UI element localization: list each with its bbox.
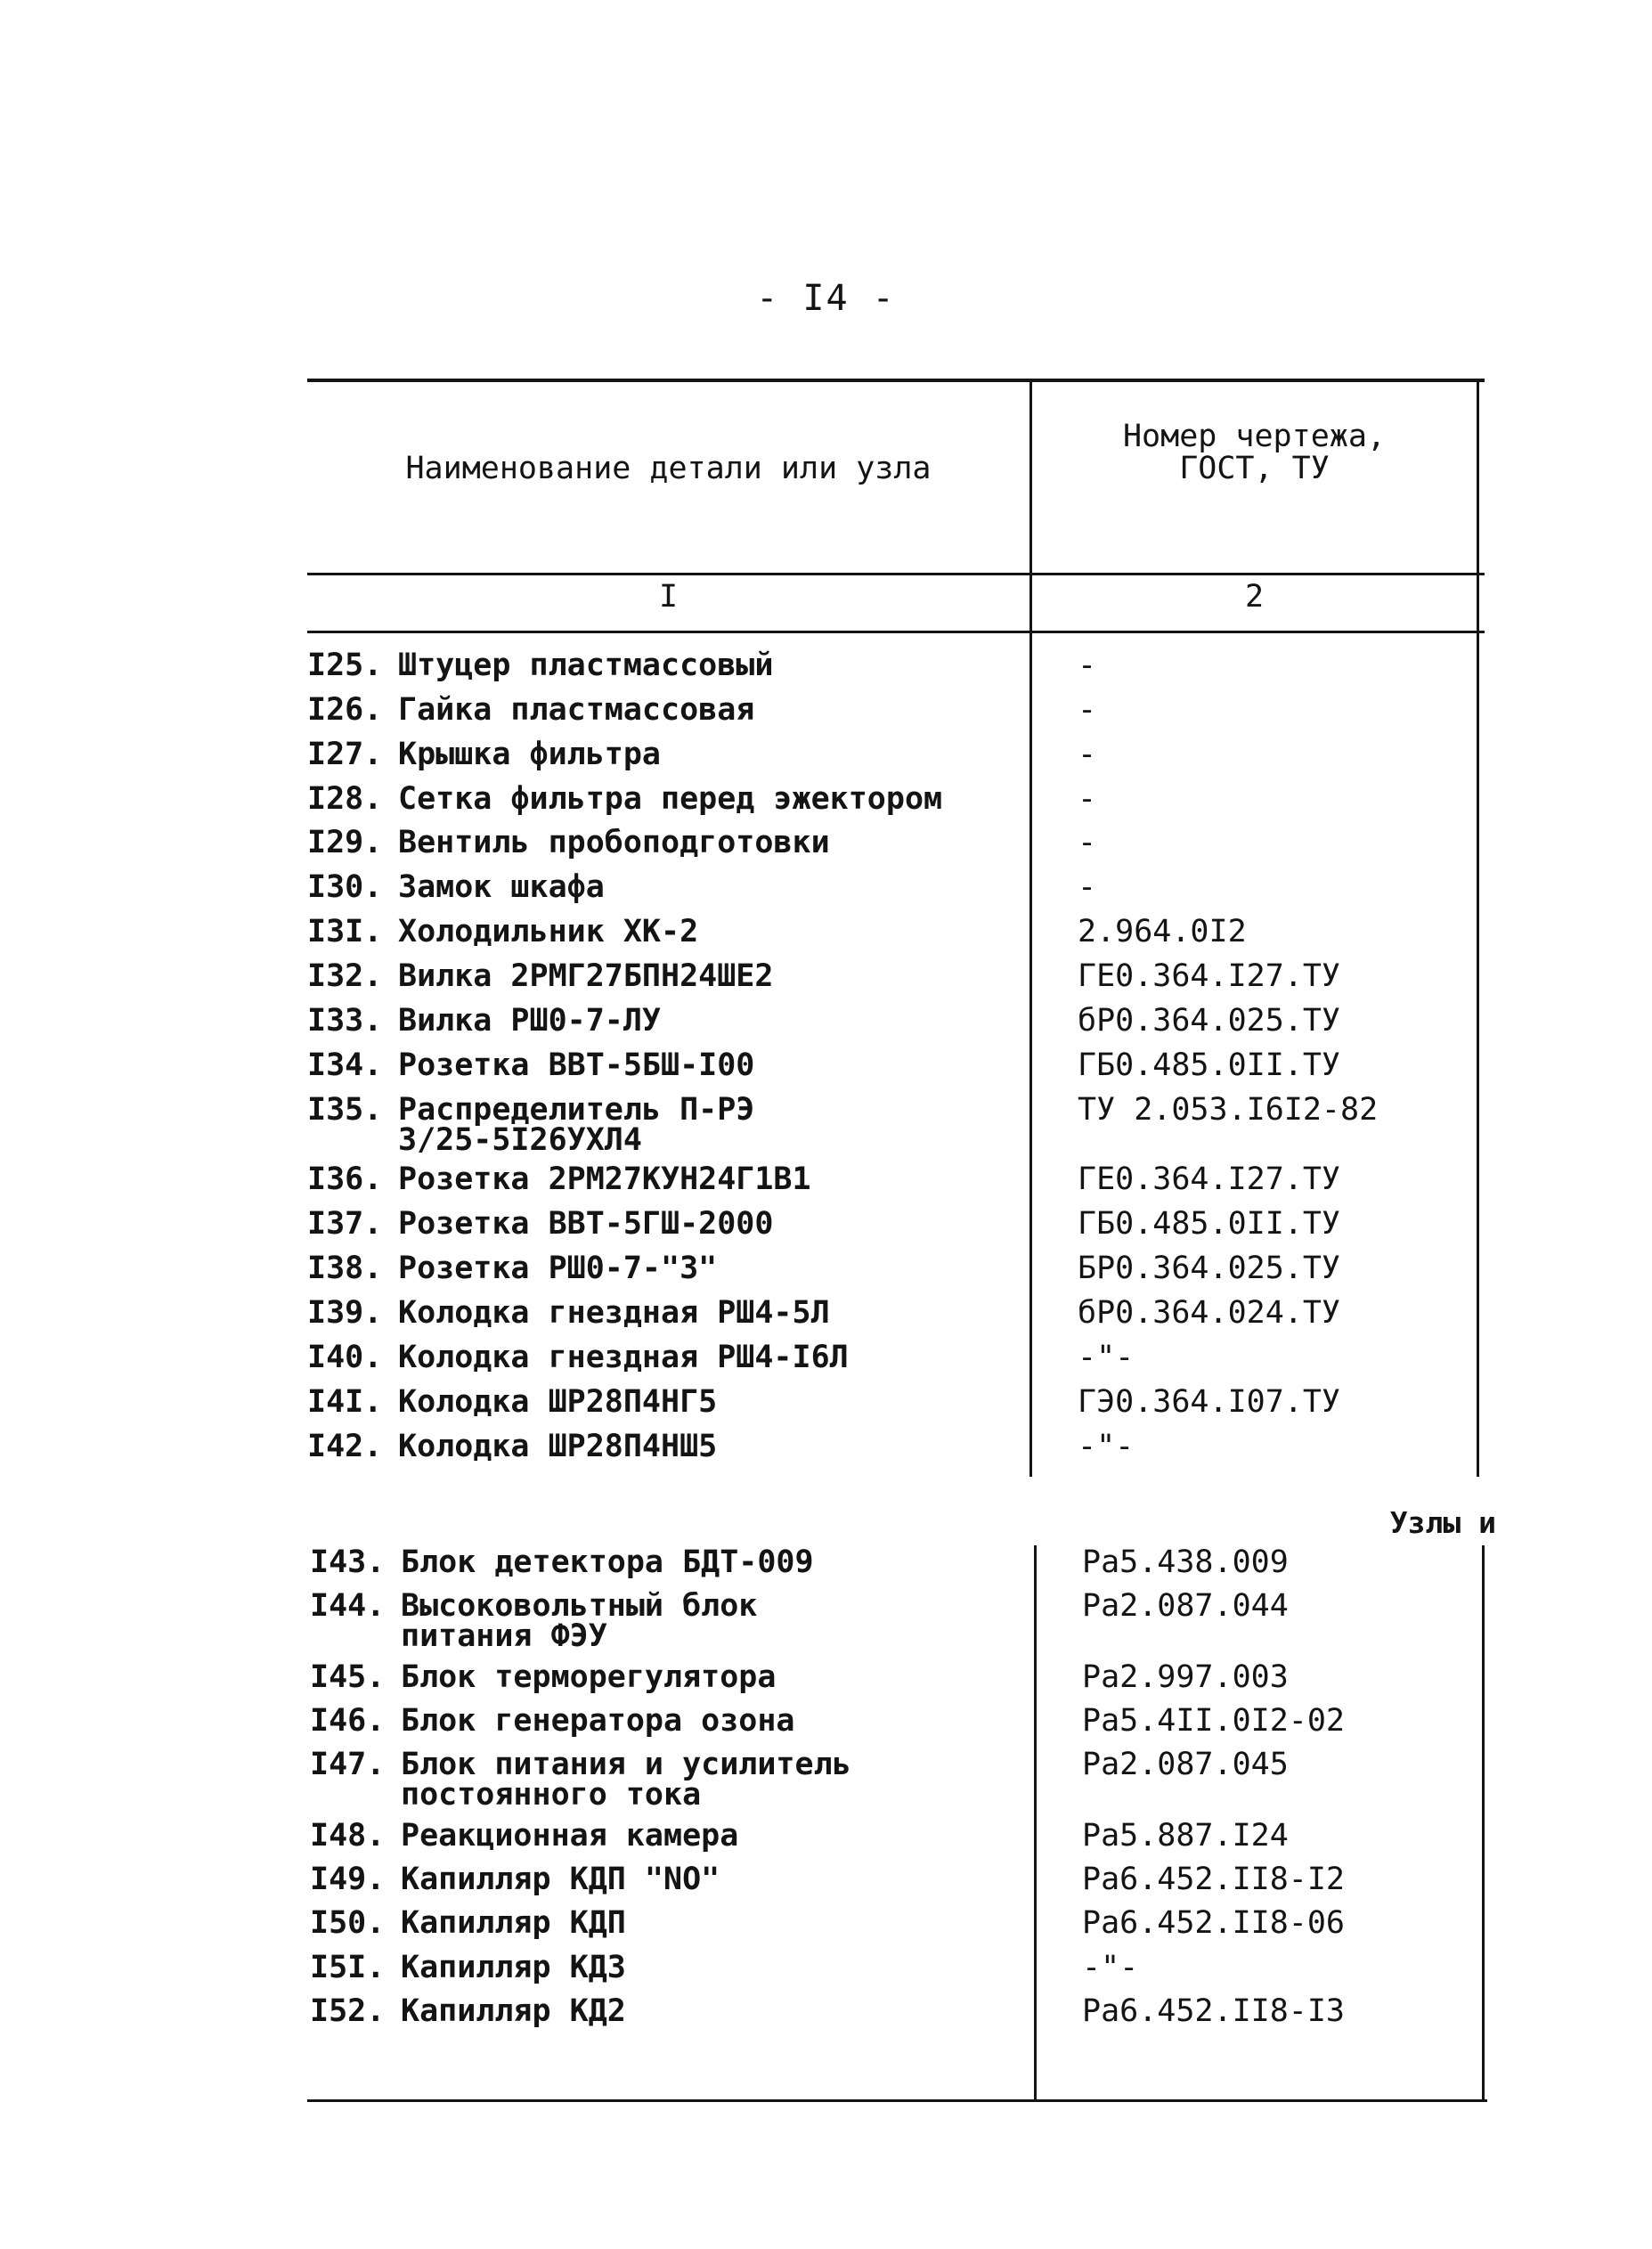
header-drawing-column: Номер чертежа, ГОСТ, ТУ xyxy=(1122,419,1386,486)
row-title: Капилляр КДП xyxy=(401,1905,626,1941)
table-row-name xyxy=(307,781,943,817)
table-row-name xyxy=(307,914,699,949)
row-title: Холодильник ХК-2 xyxy=(398,914,699,949)
row-title: Распределитель П-РЭ 3/25-5I26УХЛ4 xyxy=(398,1092,755,1158)
row-title: Вентиль пробоподготовки xyxy=(398,825,830,860)
row-number: I27. xyxy=(307,737,383,772)
row-title: Капилляр КДП "NO" xyxy=(401,1862,720,1897)
row-number: I52. xyxy=(310,1993,386,2029)
row-number: I3I. xyxy=(307,914,383,949)
row-drawing-number: - xyxy=(1078,648,1097,683)
table-row-name xyxy=(310,1952,626,1983)
table-top-rule xyxy=(307,379,1485,382)
table-row-name xyxy=(307,958,774,994)
table-row-name xyxy=(307,1295,830,1331)
row-drawing-number: ГБ0.485.0II.ТУ xyxy=(1078,1206,1341,1242)
row-title: Розетка 2РМ27КУН24Г1В1 xyxy=(398,1161,811,1197)
row-drawing-number: Pa2.997.003 xyxy=(1082,1659,1289,1695)
table-row-name xyxy=(310,1818,739,1854)
row-drawing-number: -"- xyxy=(1078,1429,1135,1464)
row-title: Вилка РШ0-7-ЛУ xyxy=(398,1003,662,1039)
table-row-name xyxy=(307,739,661,770)
row-drawing-number: - xyxy=(1078,825,1097,860)
column-divider-upper xyxy=(1029,379,1032,1477)
table-row-name xyxy=(310,1905,626,1941)
column-number-2: 2 xyxy=(1244,579,1265,615)
row-title: Реакционная камера xyxy=(401,1818,739,1854)
row-drawing-number: ГЭ0.364.I07.ТУ xyxy=(1078,1384,1341,1420)
row-title: Колодка гнездная РШ4-5Л xyxy=(398,1295,830,1331)
row-number: I48. xyxy=(310,1818,386,1854)
row-drawing-number: ТУ 2.053.I6I2-82 xyxy=(1078,1092,1379,1128)
row-drawing-number: Pa6.452.II8-I3 xyxy=(1082,1993,1346,2029)
table-row-name xyxy=(307,1342,849,1373)
header-name-column: Наименование детали или узла xyxy=(405,451,932,486)
row-title: Блок детектора БДТ-009 xyxy=(401,1544,814,1580)
table-row-name xyxy=(307,692,755,728)
section-caption: Узлы и xyxy=(1389,1505,1496,1540)
row-drawing-number: Pa5.438.009 xyxy=(1082,1544,1289,1580)
row-number: I40. xyxy=(307,1340,383,1375)
row-drawing-number: Pa5.4II.0I2-02 xyxy=(1082,1703,1346,1739)
row-number: I44. xyxy=(310,1588,386,1624)
row-title: Замок шкафа xyxy=(398,869,605,905)
row-number: I29. xyxy=(307,825,383,860)
row-number: I28. xyxy=(307,781,383,817)
row-drawing-number: -"- xyxy=(1082,1950,1139,1985)
column-number-1: I xyxy=(658,579,679,615)
row-title: Блок терморегулятора xyxy=(401,1659,777,1695)
table-row-name xyxy=(307,1431,717,1462)
row-drawing-number: 2.964.0I2 xyxy=(1078,914,1247,949)
row-number: I25. xyxy=(307,648,383,683)
row-title: Колодка ШР28П4НГ5 xyxy=(398,1384,718,1420)
row-number: I35. xyxy=(307,1092,383,1128)
row-number: I38. xyxy=(307,1251,383,1286)
row-drawing-number: ГБ0.485.0II.ТУ xyxy=(1078,1047,1341,1083)
table-row-name xyxy=(307,648,774,683)
row-drawing-number: Pa2.087.045 xyxy=(1082,1747,1289,1782)
row-number: I47. xyxy=(310,1747,386,1782)
row-title: Вилка 2РМГ27БПН24ШЕ2 xyxy=(398,958,774,994)
column-number-rule xyxy=(307,631,1485,633)
row-number: I32. xyxy=(307,958,383,994)
table-row-name xyxy=(310,1659,777,1695)
row-drawing-number: - xyxy=(1078,737,1097,772)
row-title: Розетка РШ0-7-"З" xyxy=(398,1251,718,1286)
row-drawing-number: Pa6.452.II8-06 xyxy=(1082,1905,1346,1941)
row-number: I30. xyxy=(307,869,383,905)
row-title: Блок генератора озона xyxy=(401,1703,795,1739)
row-drawing-number: -"- xyxy=(1078,1340,1135,1375)
row-drawing-number: бР0.364.025.ТУ xyxy=(1078,1003,1341,1039)
row-number: I50. xyxy=(310,1905,386,1941)
page-number: - I4 - xyxy=(756,278,896,319)
table-row-name xyxy=(310,1544,814,1580)
row-drawing-number: ГЕ0.364.I27.ТУ xyxy=(1078,1161,1341,1197)
row-title: Капилляр КДЗ xyxy=(401,1950,626,1985)
row-number: I42. xyxy=(307,1429,383,1464)
table-row-name xyxy=(310,1864,720,1895)
table-row-name xyxy=(307,1092,755,1158)
row-number: I4I. xyxy=(307,1384,383,1420)
right-border-upper xyxy=(1477,379,1479,1477)
table-row-name xyxy=(307,1251,718,1286)
row-drawing-number: БР0.364.025.ТУ xyxy=(1078,1251,1341,1286)
table-row-name xyxy=(307,1384,718,1420)
row-drawing-number: бР0.364.024.ТУ xyxy=(1078,1295,1341,1331)
table-row-name xyxy=(307,1047,755,1083)
row-title: Колодка ШР28П4НШ5 xyxy=(398,1429,718,1464)
row-drawing-number: - xyxy=(1078,781,1097,817)
row-title: Колодка гнездная РШ4-I6Л xyxy=(398,1340,849,1375)
row-drawing-number: ГЕ0.364.I27.ТУ xyxy=(1078,958,1341,994)
table-row-name xyxy=(310,1703,795,1739)
table-row-name xyxy=(307,827,830,858)
right-border-lower xyxy=(1482,1545,1485,2099)
row-title: Штуцер пластмассовый xyxy=(398,648,774,683)
row-title: Блок питания и усилитель постоянного тока xyxy=(401,1747,851,1813)
table-row-name xyxy=(307,1206,774,1242)
row-title: Крышка фильтра xyxy=(398,737,662,772)
row-title: Капилляр КД2 xyxy=(401,1993,626,2029)
row-number: I45. xyxy=(310,1659,386,1695)
row-drawing-number: Pa5.887.I24 xyxy=(1082,1818,1289,1854)
row-drawing-number: Pa2.087.044 xyxy=(1082,1588,1289,1624)
row-number: I36. xyxy=(307,1161,383,1197)
row-number: I43. xyxy=(310,1544,386,1580)
row-title: Сетка фильтра перед эжектором xyxy=(398,781,943,817)
row-number: I46. xyxy=(310,1703,386,1739)
row-drawing-number: Pa6.452.II8-I2 xyxy=(1082,1862,1346,1897)
row-number: I49. xyxy=(310,1862,386,1897)
row-title: Розетка ВВТ-5БШ-I00 xyxy=(398,1047,755,1083)
row-number: I39. xyxy=(307,1295,383,1331)
row-number: I37. xyxy=(307,1206,383,1242)
table-bottom-rule xyxy=(307,2099,1487,2102)
row-title: Гайка пластмассовая xyxy=(398,692,755,728)
header-bottom-rule xyxy=(307,573,1485,575)
table-row-name xyxy=(310,1588,758,1654)
row-number: I26. xyxy=(307,692,383,728)
table-row-name xyxy=(310,1993,626,2029)
table-row-name xyxy=(307,1161,811,1197)
row-number: I33. xyxy=(307,1003,383,1039)
row-title: Высоковольтный блок питания ФЭУ xyxy=(401,1588,758,1654)
row-number: I34. xyxy=(307,1047,383,1083)
row-drawing-number: - xyxy=(1078,692,1097,728)
column-divider-lower xyxy=(1034,1545,1037,2099)
row-drawing-number: - xyxy=(1078,869,1097,905)
row-number: I5I. xyxy=(310,1950,386,1985)
row-title: Розетка ВВТ-5ГШ-2000 xyxy=(398,1206,774,1242)
table-row-name xyxy=(307,1003,662,1039)
table-row-name xyxy=(310,1747,851,1813)
table-row-name xyxy=(307,869,605,905)
